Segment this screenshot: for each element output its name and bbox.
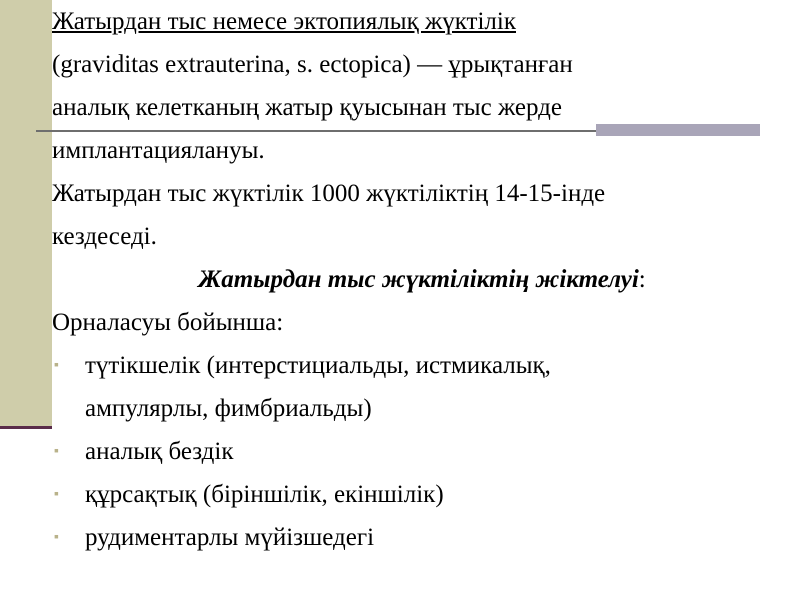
bullet-icon: ▪ — [54, 358, 59, 373]
list-item-text: рудиментарлы мүйізшедегі — [85, 524, 375, 551]
classification-heading-colon: : — [638, 266, 646, 293]
slide-content — [52, 0, 792, 559]
bullet-icon: ▪ — [54, 487, 59, 502]
list-item-text: құрсақтық (біріншілік, екіншілік) — [85, 481, 444, 508]
definition-line-1: (graviditas extrauterina, s. ectopica) — ұрықтанған — [52, 51, 573, 78]
definition-line-2: аналық келетканың жатыр қуысынан тыс жерде — [52, 94, 562, 121]
definition-line-3: имплантациялануы. — [52, 137, 265, 164]
frequency-line-2: кездеседі. — [52, 223, 157, 250]
list-item — [52, 473, 792, 516]
classification-heading-text: Жатырдан тыс жүктіліктің жіктелуі — [198, 266, 639, 293]
classification-heading — [52, 258, 792, 301]
list-item-text: аналық бездік — [85, 438, 234, 465]
left-band-divider — [0, 426, 52, 429]
bullet-icon: ▪ — [54, 530, 59, 545]
list-item — [52, 344, 792, 387]
bullet-icon: ▪ — [54, 444, 59, 459]
location-label: Орналасуы бойынша: — [52, 309, 284, 336]
list-item-text: түтікшелік (интерстициальды, истмикалық, — [85, 352, 551, 379]
list-item — [52, 516, 792, 559]
slide-title: Жатырдан тыс немесе эктопиялық жүктілік — [52, 8, 516, 35]
list-item-continuation: ампулярлы, фимбриальды) — [85, 395, 372, 422]
left-decorative-band — [0, 0, 52, 427]
frequency-line-1: Жатырдан тыс жүктілік 1000 жүктіліктің 14-15-інде — [52, 180, 606, 207]
list-item — [52, 430, 792, 473]
